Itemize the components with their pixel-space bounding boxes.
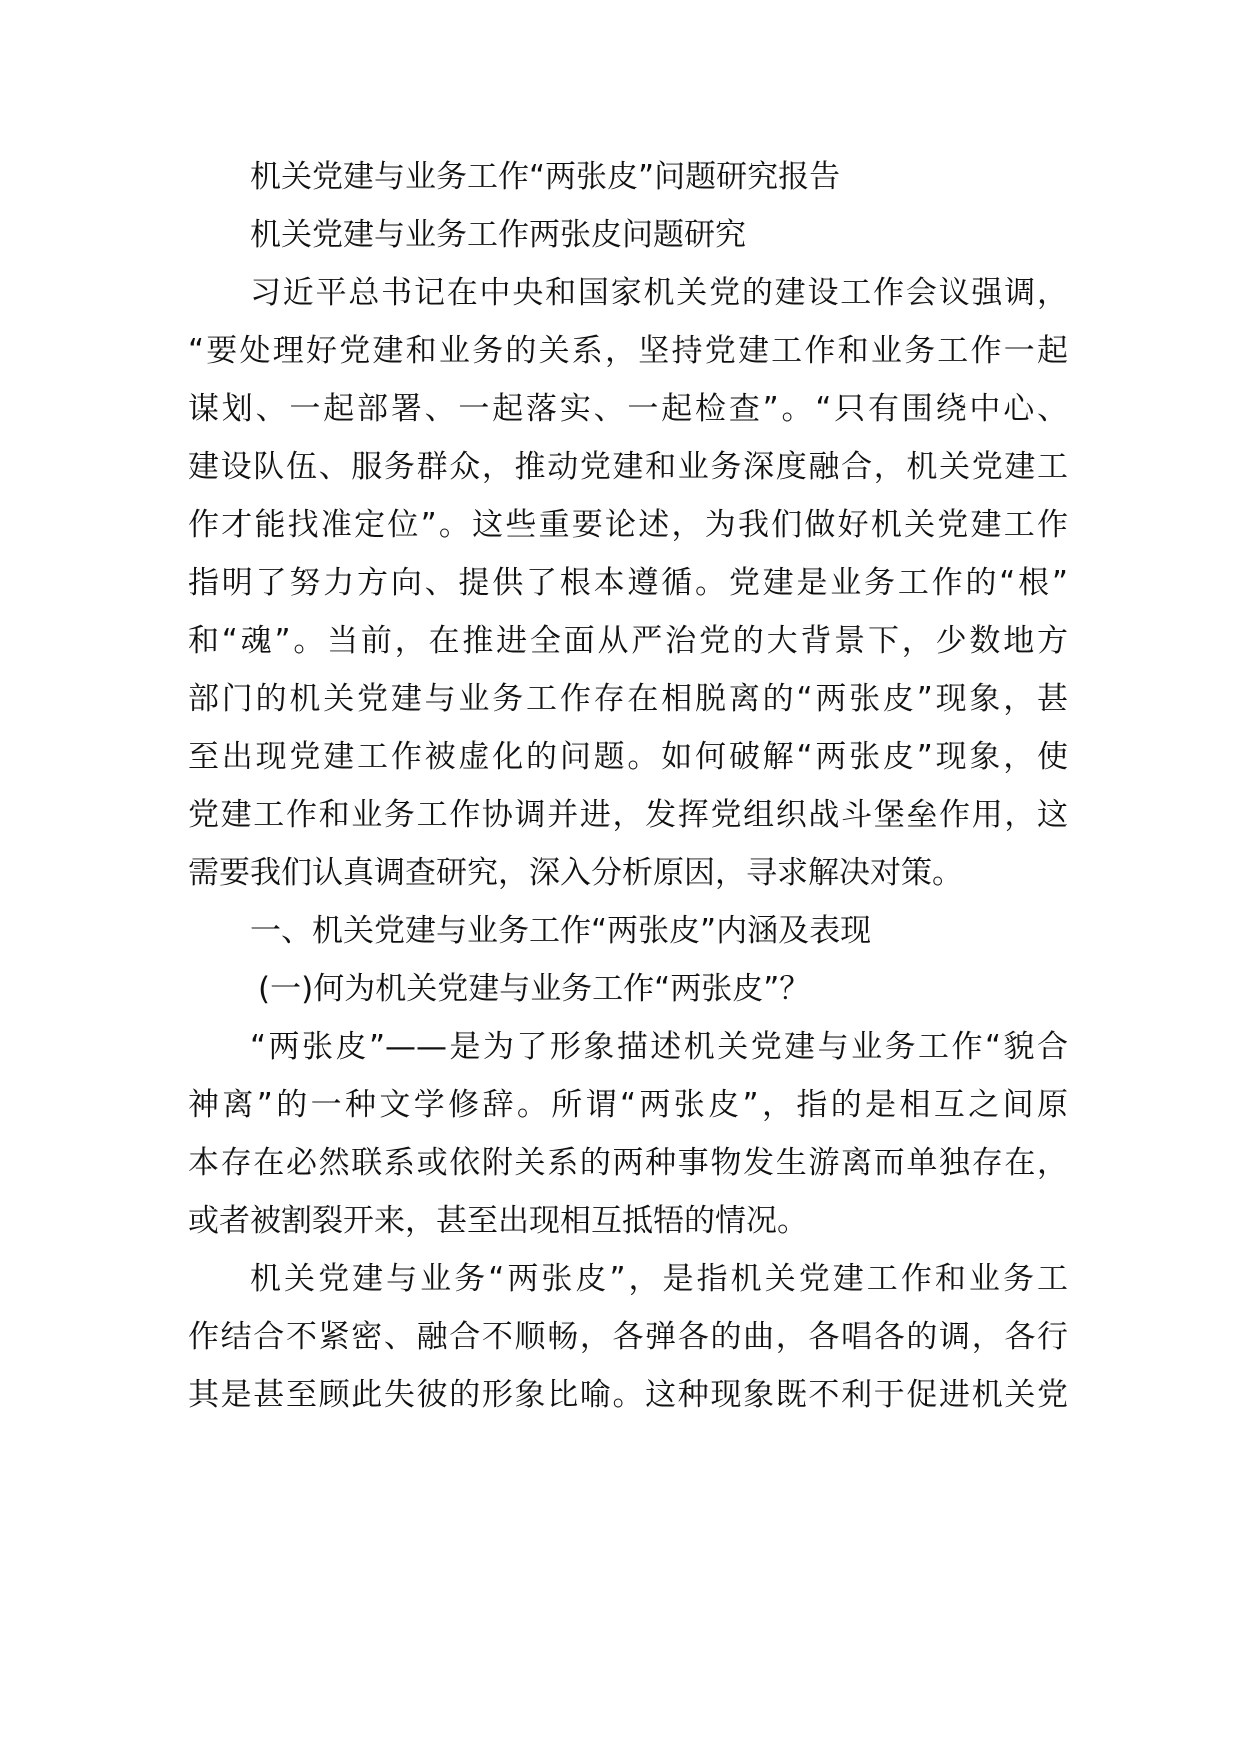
paragraph-1-line: “要处理好党建和业务的关系，坚持党建工作和业务工作一起 bbox=[188, 333, 1068, 369]
paragraph-1-line: 习近平总书记在中央和国家机关党的建设工作会议强调， bbox=[250, 275, 1068, 311]
paragraph-2-line: 本存在必然联系或依附关系的两种事物发生游离而单独存在， bbox=[188, 1145, 1068, 1181]
paragraph-2-line: “两张皮”——是为了形象描述机关党建与业务工作“貌合 bbox=[250, 1029, 1068, 1065]
paragraph-2-line: 神离”的一种文学修辞。所谓“两张皮”，指的是相互之间原 bbox=[188, 1087, 1068, 1123]
paragraph-1-line: 至出现党建工作被虚化的问题。如何破解“两张皮”现象，使 bbox=[188, 739, 1068, 775]
section-heading-1: 一、机关党建与业务工作“两张皮”内涵及表现 bbox=[250, 913, 872, 949]
paragraph-1-line: 需要我们认真调查研究，深入分析原因，寻求解决对策。 bbox=[188, 855, 963, 891]
document-subtitle: 机关党建与业务工作两张皮问题研究 bbox=[250, 217, 746, 253]
paragraph-3-line: 作结合不紧密、融合不顺畅，各弹各的曲，各唱各的调，各行 bbox=[188, 1319, 1068, 1355]
paragraph-1-line: 作才能找准定位”。这些重要论述，为我们做好机关党建工作 bbox=[188, 507, 1068, 543]
paragraph-1-line: 党建工作和业务工作协调并进，发挥党组织战斗堡垒作用，这 bbox=[188, 797, 1068, 833]
paragraph-2-line: 或者被割裂开来，甚至出现相互抵牾的情况。 bbox=[188, 1203, 808, 1239]
document-title: 机关党建与业务工作“两张皮”问题研究报告 bbox=[250, 159, 841, 195]
subsection-heading-1-1: (一)何为机关党建与业务工作“两张皮”？ bbox=[258, 971, 811, 1007]
paragraph-1-line: 指明了努力方向、提供了根本遵循。党建是业务工作的“根” bbox=[188, 565, 1068, 601]
paragraph-3-line: 机关党建与业务“两张皮”，是指机关党建工作和业务工 bbox=[250, 1261, 1068, 1297]
paragraph-1-line: 和“魂”。当前，在推进全面从严治党的大背景下，少数地方 bbox=[188, 623, 1068, 659]
paragraph-1-line: 部门的机关党建与业务工作存在相脱离的“两张皮”现象，甚 bbox=[188, 681, 1068, 717]
paragraph-1-line: 建设队伍、服务群众，推动党建和业务深度融合，机关党建工 bbox=[188, 449, 1068, 485]
paragraph-3-line: 其是甚至顾此失彼的形象比喻。这种现象既不利于促进机关党 bbox=[188, 1377, 1068, 1413]
paragraph-1-line: 谋划、一起部署、一起落实、一起检查”。“只有围绕中心、 bbox=[188, 391, 1068, 427]
